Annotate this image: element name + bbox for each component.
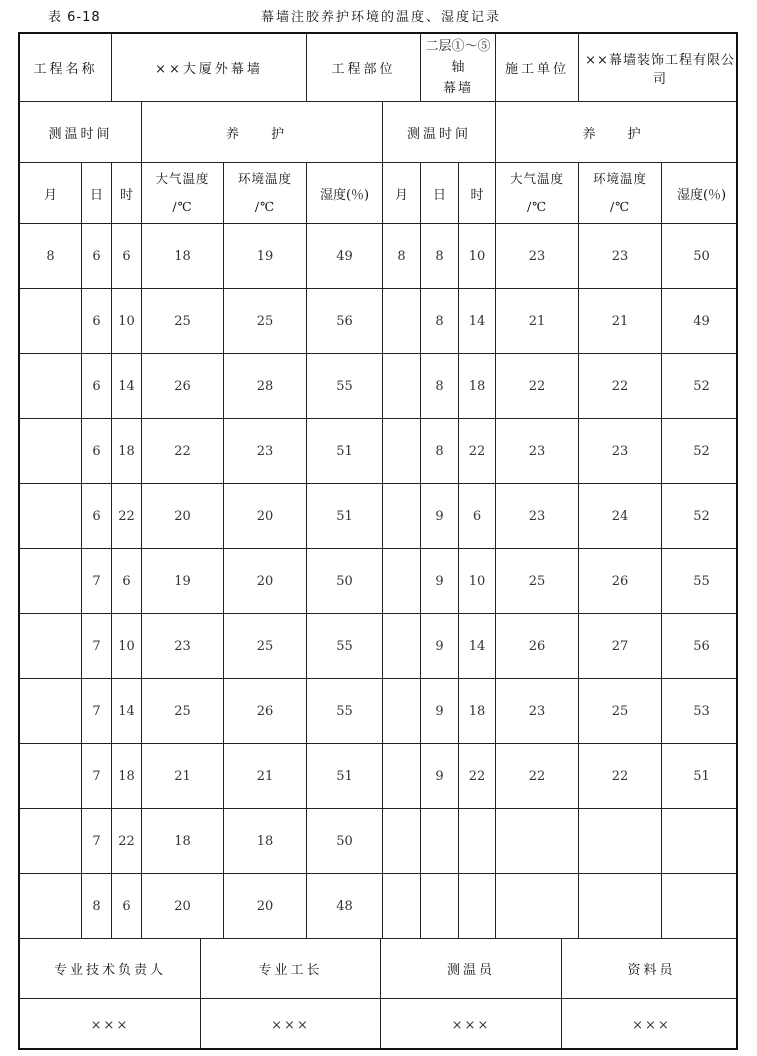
- right-month-cell: [383, 484, 421, 549]
- table-row: [20, 419, 739, 484]
- left-day-cell: 6: [82, 484, 112, 549]
- signature-value: ×××: [201, 999, 381, 1051]
- left-day-cell: 6: [82, 419, 112, 484]
- right-hour-cell: 18: [459, 354, 496, 419]
- right-air-temp-cell: 23: [496, 679, 579, 744]
- position-value: [421, 34, 496, 102]
- left-day-header: 日: [82, 163, 112, 224]
- contractor-label: 施工单位: [496, 34, 579, 102]
- table-row: [20, 874, 739, 939]
- right-humidity-cell: 56: [662, 614, 738, 679]
- record-sheet: [18, 32, 738, 1050]
- group-header-row: [20, 102, 739, 163]
- right-env-temp-cell: 22: [579, 354, 662, 419]
- signature-label: 测温员: [381, 939, 562, 999]
- left-air-temp-cell: 20: [142, 484, 224, 549]
- left-air-temp-cell: 19: [142, 549, 224, 614]
- right-env-temp-cell: [579, 874, 662, 939]
- left-hour-cell: 10: [112, 614, 142, 679]
- left-hour-cell: 22: [112, 484, 142, 549]
- table-row: [20, 289, 739, 354]
- table-number: 表 6-18: [48, 10, 101, 25]
- right-humidity-cell: 50: [662, 224, 738, 289]
- table-row: [20, 809, 739, 874]
- left-day-cell: 7: [82, 679, 112, 744]
- left-humidity-cell: 49: [307, 224, 383, 289]
- right-day-cell: 9: [421, 614, 459, 679]
- right-air-temp-cell: 23: [496, 224, 579, 289]
- left-env-temp-cell: 18: [224, 809, 307, 874]
- right-day-cell: 9: [421, 549, 459, 614]
- left-env-temp-cell: 19: [224, 224, 307, 289]
- right-air-temp-cell: [496, 874, 579, 939]
- right-hour-cell: 10: [459, 549, 496, 614]
- left-time-group-header: 测温时间: [20, 102, 142, 163]
- left-humidity-cell: 55: [307, 354, 383, 419]
- right-humidity-cell: 52: [662, 419, 738, 484]
- right-air-temp-cell: 23: [496, 484, 579, 549]
- right-day-cell: 9: [421, 484, 459, 549]
- left-humidity-cell: 55: [307, 679, 383, 744]
- signature-label: 资料员: [562, 939, 739, 999]
- right-env-temp-cell: [579, 809, 662, 874]
- right-hour-cell: [459, 809, 496, 874]
- right-day-cell: 9: [421, 679, 459, 744]
- right-humidity-cell: [662, 874, 738, 939]
- right-day-cell: 8: [421, 224, 459, 289]
- right-env-temp-cell: 22: [579, 744, 662, 809]
- table-row: [20, 549, 739, 614]
- left-day-cell: 6: [82, 224, 112, 289]
- right-env-temp-cell: 27: [579, 614, 662, 679]
- left-humidity-cell: 51: [307, 744, 383, 809]
- right-day-cell: 8: [421, 354, 459, 419]
- left-air-temp-cell: 18: [142, 224, 224, 289]
- right-month-header: 月: [383, 163, 421, 224]
- left-air-temp-cell: 22: [142, 419, 224, 484]
- left-humidity-header: 湿度(％): [307, 163, 383, 224]
- left-hour-cell: 6: [112, 874, 142, 939]
- left-month-cell: [20, 549, 82, 614]
- right-hour-cell: 22: [459, 419, 496, 484]
- right-humidity-cell: 55: [662, 549, 738, 614]
- right-air-temp-cell: 22: [496, 354, 579, 419]
- left-air-temp-cell: 23: [142, 614, 224, 679]
- left-env-temp-cell: 28: [224, 354, 307, 419]
- table-row: [20, 614, 739, 679]
- right-day-cell: 8: [421, 289, 459, 354]
- left-day-cell: 8: [82, 874, 112, 939]
- right-day-cell: [421, 809, 459, 874]
- right-month-cell: 8: [383, 224, 421, 289]
- right-env-temp-cell: 25: [579, 679, 662, 744]
- right-month-cell: [383, 614, 421, 679]
- left-month-cell: [20, 679, 82, 744]
- left-env-temp-cell: 23: [224, 419, 307, 484]
- right-hour-cell: 22: [459, 744, 496, 809]
- right-air-temp-cell: 23: [496, 419, 579, 484]
- left-air-temp-cell: 21: [142, 744, 224, 809]
- right-env-temp-cell: 26: [579, 549, 662, 614]
- right-day-cell: [421, 874, 459, 939]
- right-day-cell: 9: [421, 744, 459, 809]
- left-hour-cell: 14: [112, 679, 142, 744]
- right-air-temp-cell: [496, 809, 579, 874]
- left-day-cell: 7: [82, 809, 112, 874]
- position-value-line2: 幕墙: [443, 81, 474, 96]
- table-row: [20, 744, 739, 809]
- left-hour-cell: 14: [112, 354, 142, 419]
- left-env-temp-header: 环境温度 /℃: [224, 163, 307, 224]
- right-env-temp-header: 环境温度 /℃: [579, 163, 662, 224]
- left-month-cell: [20, 354, 82, 419]
- info-row: [20, 34, 739, 102]
- record-table: [19, 33, 738, 939]
- left-humidity-cell: 51: [307, 419, 383, 484]
- left-month-cell: 8: [20, 224, 82, 289]
- right-hour-cell: 14: [459, 289, 496, 354]
- right-air-temp-cell: 26: [496, 614, 579, 679]
- right-humidity-cell: 52: [662, 484, 738, 549]
- right-hour-cell: 6: [459, 484, 496, 549]
- signature-label-row: [20, 939, 739, 999]
- left-humidity-cell: 50: [307, 809, 383, 874]
- right-env-temp-cell: 21: [579, 289, 662, 354]
- right-humidity-cell: 49: [662, 289, 738, 354]
- right-humidity-cell: 51: [662, 744, 738, 809]
- left-humidity-cell: 56: [307, 289, 383, 354]
- right-day-cell: 8: [421, 419, 459, 484]
- left-env-temp-cell: 26: [224, 679, 307, 744]
- right-hour-cell: 14: [459, 614, 496, 679]
- left-air-temp-cell: 25: [142, 289, 224, 354]
- right-month-cell: [383, 874, 421, 939]
- right-month-cell: [383, 419, 421, 484]
- left-hour-cell: 22: [112, 809, 142, 874]
- left-air-temp-cell: 18: [142, 809, 224, 874]
- right-time-group-header: 测温时间: [383, 102, 496, 163]
- right-month-cell: [383, 289, 421, 354]
- left-month-cell: [20, 484, 82, 549]
- right-air-temp-header: 大气温度 /℃: [496, 163, 579, 224]
- left-env-temp-cell: 20: [224, 484, 307, 549]
- position-value-line1: 二层①～⑤轴: [425, 39, 491, 75]
- left-day-cell: 6: [82, 289, 112, 354]
- signature-value: ×××: [562, 999, 739, 1051]
- right-month-cell: [383, 354, 421, 419]
- left-hour-header: 时: [112, 163, 142, 224]
- left-day-cell: 7: [82, 744, 112, 809]
- right-humidity-cell: 52: [662, 354, 738, 419]
- left-env-temp-cell: 20: [224, 549, 307, 614]
- right-air-temp-cell: 21: [496, 289, 579, 354]
- left-env-temp-cell: 21: [224, 744, 307, 809]
- left-env-temp-cell: 25: [224, 614, 307, 679]
- right-hour-cell: 10: [459, 224, 496, 289]
- signature-value: ×××: [20, 999, 201, 1051]
- left-month-header: 月: [20, 163, 82, 224]
- left-hour-cell: 6: [112, 549, 142, 614]
- right-env-temp-cell: 23: [579, 224, 662, 289]
- left-air-temp-cell: 26: [142, 354, 224, 419]
- left-hour-cell: 6: [112, 224, 142, 289]
- left-month-cell: [20, 744, 82, 809]
- right-month-cell: [383, 549, 421, 614]
- right-env-temp-cell: 24: [579, 484, 662, 549]
- right-humidity-cell: 53: [662, 679, 738, 744]
- signature-label: 专业技术负责人: [20, 939, 201, 999]
- data-body: [20, 224, 739, 939]
- project-name-label: 工程名称: [20, 34, 112, 102]
- right-hour-cell: [459, 874, 496, 939]
- left-humidity-cell: 50: [307, 549, 383, 614]
- left-humidity-cell: 48: [307, 874, 383, 939]
- signature-value: ×××: [381, 999, 562, 1051]
- table-row: [20, 679, 739, 744]
- right-month-cell: [383, 744, 421, 809]
- left-day-cell: 7: [82, 614, 112, 679]
- signature-table: [19, 938, 738, 1050]
- left-air-temp-header: 大气温度 /℃: [142, 163, 224, 224]
- left-air-temp-cell: 25: [142, 679, 224, 744]
- left-hour-cell: 10: [112, 289, 142, 354]
- right-day-header: 日: [421, 163, 459, 224]
- signature-label: 专业工长: [201, 939, 381, 999]
- right-hour-header: 时: [459, 163, 496, 224]
- table-row: [20, 354, 739, 419]
- left-air-temp-cell: 20: [142, 874, 224, 939]
- contractor-value: ××幕墙装饰工程有限公司: [579, 34, 738, 102]
- left-month-cell: [20, 809, 82, 874]
- left-month-cell: [20, 419, 82, 484]
- column-header-row: [20, 163, 739, 224]
- project-name-value: ××大厦外幕墙: [112, 34, 307, 102]
- left-env-temp-cell: 20: [224, 874, 307, 939]
- right-air-temp-cell: 25: [496, 549, 579, 614]
- right-month-cell: [383, 679, 421, 744]
- position-label: 工程部位: [307, 34, 421, 102]
- right-air-temp-cell: 22: [496, 744, 579, 809]
- left-month-cell: [20, 874, 82, 939]
- left-month-cell: [20, 614, 82, 679]
- left-hour-cell: 18: [112, 744, 142, 809]
- left-day-cell: 7: [82, 549, 112, 614]
- left-env-temp-cell: 25: [224, 289, 307, 354]
- right-month-cell: [383, 809, 421, 874]
- document-title: 幕墙注胶养护环境的温度、湿度记录: [260, 10, 501, 25]
- table-row: [20, 224, 739, 289]
- left-curing-group-header: 养 护: [142, 102, 383, 163]
- left-month-cell: [20, 289, 82, 354]
- left-humidity-cell: 55: [307, 614, 383, 679]
- right-humidity-header: 湿度(％): [662, 163, 738, 224]
- left-humidity-cell: 51: [307, 484, 383, 549]
- left-hour-cell: 18: [112, 419, 142, 484]
- right-curing-group-header: 养 护: [496, 102, 738, 163]
- table-row: [20, 484, 739, 549]
- signature-value-row: [20, 999, 739, 1051]
- right-hour-cell: 18: [459, 679, 496, 744]
- right-env-temp-cell: 23: [579, 419, 662, 484]
- left-day-cell: 6: [82, 354, 112, 419]
- right-humidity-cell: [662, 809, 738, 874]
